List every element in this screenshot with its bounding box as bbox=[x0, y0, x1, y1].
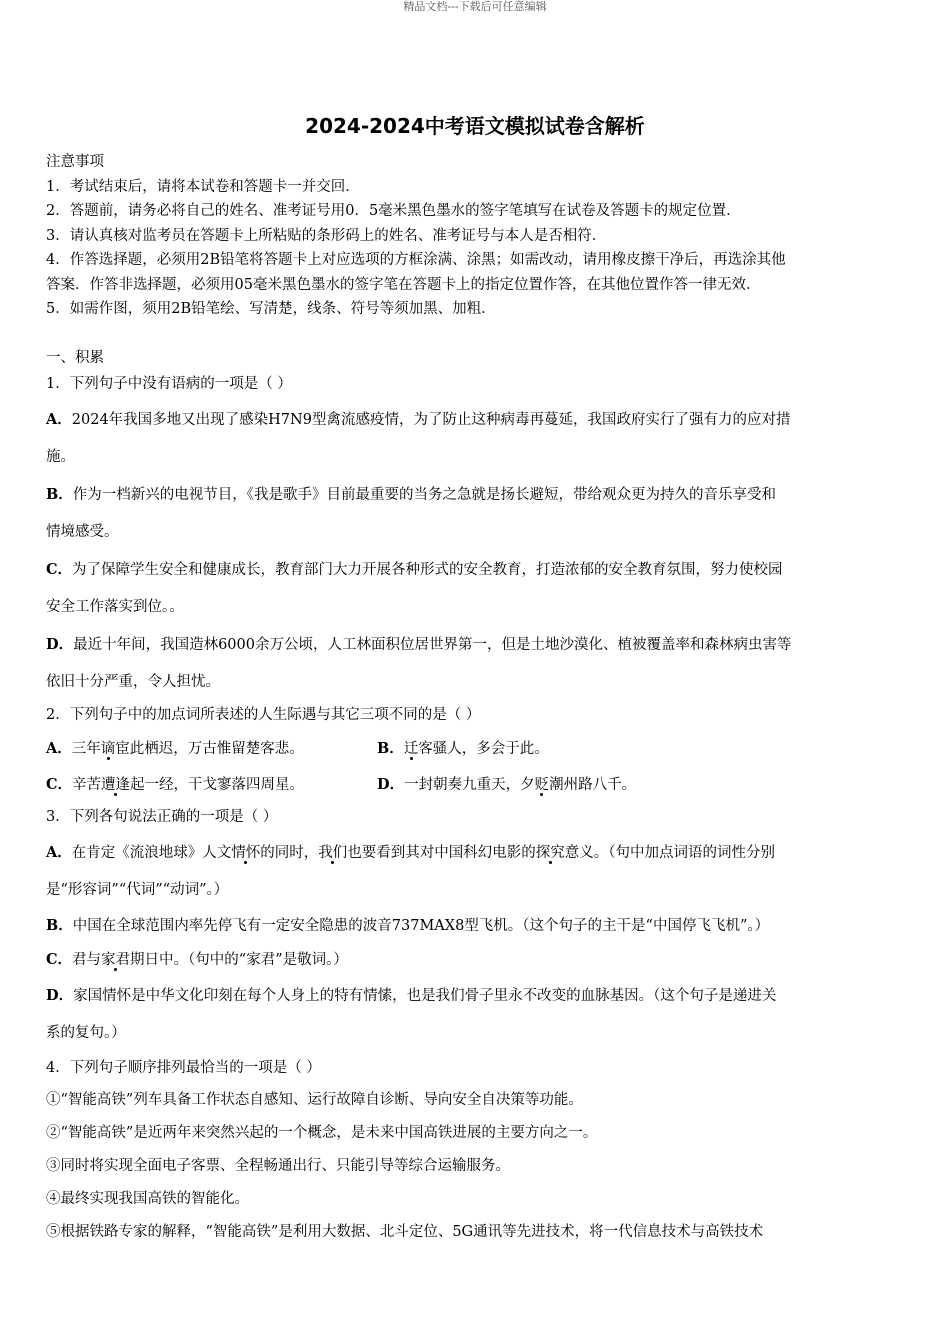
document-body bbox=[46, 150, 906, 1249]
question-3-option-d: D．家国情怀是中华文化印刻在每个人身上的特有情愫，也是我们骨子里永不改变的血脉基因。（这个句子是递进关 系的复句。） bbox=[46, 986, 777, 1041]
notice-item: 3．请认真核对监考员在答题卡上所粘贴的条形码上的姓名、准考证号与本人是否相符． bbox=[46, 227, 607, 244]
question-1-option-a: A．2024年我国多地又出现了感染H7N9型禽流感疫情，为了防止这种病毒再蔓延，我国政府实行了强有力的应对措 施。 bbox=[46, 410, 791, 465]
question-4-item: ③同时将实现全面电子客票、全程畅通出行、只能引导等综合运输服务。 bbox=[46, 1157, 510, 1174]
question-2-options-ab bbox=[46, 731, 906, 767]
question-1-option-c: C．为了保障学生安全和健康成长，教育部门大力开展各种形式的安全教育，打造浓郁的安全教育氛围，努力使校园 安全工作落实到位。。 bbox=[46, 560, 783, 615]
notice-item: 2．答题前，请务必将自己的姓名、准考证号用0．5毫米黑色墨水的签字笔填写在试卷及答题卡的规定位置． bbox=[46, 203, 741, 219]
notice-item: 4．作答选择题，必须用2B铅笔将答题卡上对应选项的方框涂满、涂黑；如需改动，请用橡皮擦干净后，再选涂其他 bbox=[46, 252, 786, 268]
question-2-stem: 2．下列句子中的加点词所表述的人生际遇与其它三项不同的是（ ） bbox=[46, 706, 481, 723]
question-1-stem: 1．下列句子中没有语病的一项是（ ） bbox=[46, 376, 292, 392]
question-4-stem: 4．下列句子顺序排列最恰当的一项是（ ） bbox=[46, 1059, 321, 1076]
question-4-item: ②“智能高铁”是近两年来突然兴起的一个概念，是未来中国高铁进展的主要方向之一。 bbox=[46, 1124, 598, 1141]
question-3-option-b: B．中国在全球范围内率先停飞有一定安全隐患的波音737MAX8型飞机。（这个句子的主干是“中国停飞飞机”。） bbox=[46, 916, 770, 934]
notice-heading: 注意事项 bbox=[46, 154, 104, 170]
question-4-item: ④最终实现我国高铁的智能化。 bbox=[46, 1190, 249, 1207]
section-heading: 一、积累 bbox=[46, 349, 104, 366]
question-2-option-b: B．迁客骚人，多会于此。 bbox=[377, 740, 549, 757]
question-4-item: ⑤根据铁路专家的解释，“智能高铁”是利用大数据、北斗定位、5G通讯等先进技术，将一代信息技术与高铁技术 bbox=[46, 1223, 764, 1240]
notice-item: 答案．作答非选择题，必须用05毫米黑色墨水的签字笔在答题卡上的指定位置作答，在其他位置作答一律无效． bbox=[46, 276, 761, 293]
page-title: 2024-2024中考语文模拟试卷含解析 bbox=[305, 114, 645, 138]
notice-item: 5．如需作图，须用2B铅笔绘、写清楚，线条、符号等须加黑、加粗． bbox=[46, 301, 496, 317]
question-3-stem: 3．下列各句说法正确的一项是（ ） bbox=[46, 809, 278, 825]
question-3-option-a: A．在肯定《流浪地球》人文情怀的同时，我们也要看到其对中国科幻电影的探究意义。（句中加点词语的词性分别 是“形容词”“代词”“动词”。） bbox=[46, 843, 776, 898]
question-2-option-d: D．一封朝奏九重天，夕贬潮州路八千。 bbox=[377, 776, 637, 793]
question-4-item: ①“智能高铁”列车具备工作状态自感知、运行故障自诊断、导向安全自决策等功能。 bbox=[46, 1091, 583, 1108]
question-2-option-c: C．辛苦遭逢起一经，干戈寥落四周星。 bbox=[46, 776, 305, 793]
question-3-option-c: C．君与家君期日中。（句中的“家君”是敬词。） bbox=[46, 950, 348, 968]
question-1-option-b: B．作为一档新兴的电视节目，《我是歌手》目前最重要的当务之急就是扬长避短，带给观众更为持久的音乐享受和 情境感受。 bbox=[46, 485, 777, 540]
page-header: 精品文档---下载后可任意编辑 bbox=[403, 0, 547, 13]
notice-item: 1．考试结束后，请将本试卷和答题卡一并交回． bbox=[46, 178, 360, 195]
question-2-option-a: A．三年谪宦此栖迟，万古惟留楚客悲。 bbox=[46, 740, 304, 757]
question-2-options-cd bbox=[46, 767, 906, 803]
question-1-option-d: D．最近十年间，我国造林6000余万公顷，人工林面积位居世界第一，但是土地沙漠化、植被覆盖率和森林病虫害等 依旧十分严重，令人担忧。 bbox=[46, 635, 792, 690]
